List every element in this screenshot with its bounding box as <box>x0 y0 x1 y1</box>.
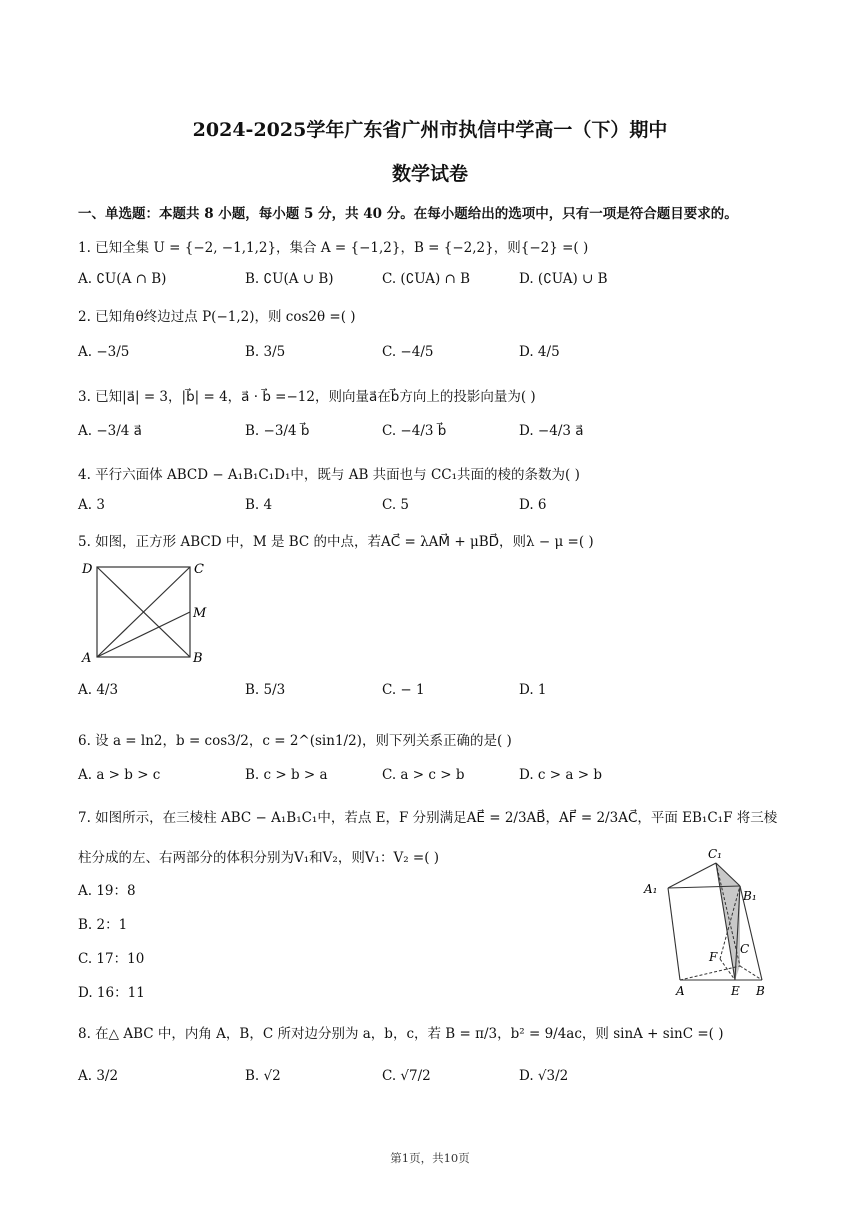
page-footer: 第1页，共10页 <box>390 1151 470 1165</box>
figure-triangular-prism <box>638 843 778 998</box>
question-1-option-b: B. ∁U(A ∪ B) <box>245 271 334 287</box>
figure5-label-m: M <box>193 606 207 621</box>
question-7-option-c: C. 17：10 <box>78 951 145 967</box>
question-1-option-d: D. (∁UA) ∪ B <box>519 271 608 287</box>
figure7-label-f: F <box>709 950 718 964</box>
question-3-option-d: D. −4/3 a⃗ <box>519 423 584 439</box>
question-2-option-d: D. 4/5 <box>519 344 560 360</box>
figure7-label-a1: A₁ <box>644 882 658 896</box>
figure5-label-b: B <box>193 651 203 666</box>
question-3-option-c: C. −4/3 b⃗ <box>382 423 447 439</box>
question-4-stem: 4. 平行六面体 ABCD − A₁B₁C₁D₁中，既与 AB 共面也与 CC₁共面的棱的条数为( ) <box>78 467 580 483</box>
figure7-label-c1: C₁ <box>708 847 722 861</box>
question-2-option-b: B. 3/5 <box>245 344 286 360</box>
figure5-label-c: C <box>194 562 204 577</box>
question-8-option-a: A. 3/2 <box>78 1068 119 1084</box>
figure7-label-c: C <box>740 942 750 956</box>
question-1-option-c: C. (∁UA) ∩ B <box>382 271 471 287</box>
question-8-option-b: B. √2 <box>245 1068 281 1084</box>
question-5-option-c: C. − 1 <box>382 682 425 698</box>
question-2-stem: 2. 已知角θ终边过点 P(−1,2)，则 cos2θ =( ) <box>78 309 356 325</box>
question-1-option-a: A. ∁U(A ∩ B) <box>78 271 167 287</box>
question-6-stem: 6. 设 a = ln2，b = cos3/2，c = 2^(sin1/2)，则下列关系正确的是( ) <box>78 733 512 749</box>
question-5-option-d: D. 1 <box>519 682 547 698</box>
question-6-option-a: A. a > b > c <box>78 767 161 783</box>
figure5-label-a: A <box>82 651 92 666</box>
question-4-option-a: A. 3 <box>78 497 105 513</box>
question-3-option-a: A. −3/4 a⃗ <box>78 423 142 439</box>
question-8-option-c: C. √7/2 <box>382 1068 431 1084</box>
question-8-stem: 8. 在△ ABC 中，内角 A，B，C 所对边分别为 a，b，c，若 B = π/3，b² = 9/4ac，则 sinA + sinC =( ) <box>78 1026 724 1042</box>
question-7-stem: 7. 如图所示，在三棱柱 ABC − A₁B₁C₁中，若点 E，F 分别满足AE⃗ = 2/3AB⃗，AF⃗ = 2/3AC⃗，平面 EB₁C₁F 将三棱 <box>78 810 778 826</box>
question-4-option-c: C. 5 <box>382 497 410 513</box>
question-7-stem-cont: 柱分成的左、右两部分的体积分别为V₁和V₂，则V₁：V₂ =( ) <box>78 850 440 866</box>
figure7-label-e: E <box>731 984 740 998</box>
figure7-label-b1: B₁ <box>743 889 757 903</box>
question-6-option-d: D. c > a > b <box>519 767 602 783</box>
question-2-option-c: C. −4/5 <box>382 344 434 360</box>
question-8-option-d: D. √3/2 <box>519 1068 569 1084</box>
section-heading: 一、单选题：本题共 8 小题，每小题 5 分，共 40 分。在每小题给出的选项中，只有一项是符合题目要求的。 <box>78 206 738 222</box>
question-5-option-b: B. 5/3 <box>245 682 286 698</box>
figure7-label-b: B <box>756 984 765 998</box>
figure7-label-a: A <box>676 984 685 998</box>
question-4-option-d: D. 6 <box>519 497 547 513</box>
question-7-option-d: D. 16：11 <box>78 985 145 1001</box>
question-5-stem: 5. 如图，正方形 ABCD 中，M 是 BC 的中点，若AC⃗ = λAM⃗ + μBD⃗，则λ − μ =( ) <box>78 534 594 550</box>
question-5-option-a: A. 4/3 <box>78 682 119 698</box>
question-3-option-b: B. −3/4 b⃗ <box>245 423 310 439</box>
question-2-option-a: A. −3/5 <box>78 344 130 360</box>
question-7-option-a: A. 19：8 <box>78 883 136 899</box>
question-3-stem: 3. 已知|a⃗| = 3，|b⃗| = 4，a⃗ · b⃗ =−12，则向量a⃗在b⃗方向上的投影向量为( ) <box>78 389 536 405</box>
question-6-option-c: C. a > c > b <box>382 767 465 783</box>
question-1-stem: 1. 已知全集 U = {−2, −1,1,2}，集合 A = {−1,2}，B = {−2,2}，则{−2} =( ) <box>78 240 589 256</box>
question-6-option-b: B. c > b > a <box>245 767 328 783</box>
exam-subtitle: 数学试卷 <box>391 163 468 185</box>
figure-square-abcd <box>80 560 215 670</box>
question-4-option-b: B. 4 <box>245 497 273 513</box>
figure5-label-d: D <box>82 562 93 577</box>
exam-title: 2024-2025学年广东省广州市执信中学高一（下）期中 <box>192 119 668 141</box>
question-7-option-b: B. 2：1 <box>78 917 128 933</box>
